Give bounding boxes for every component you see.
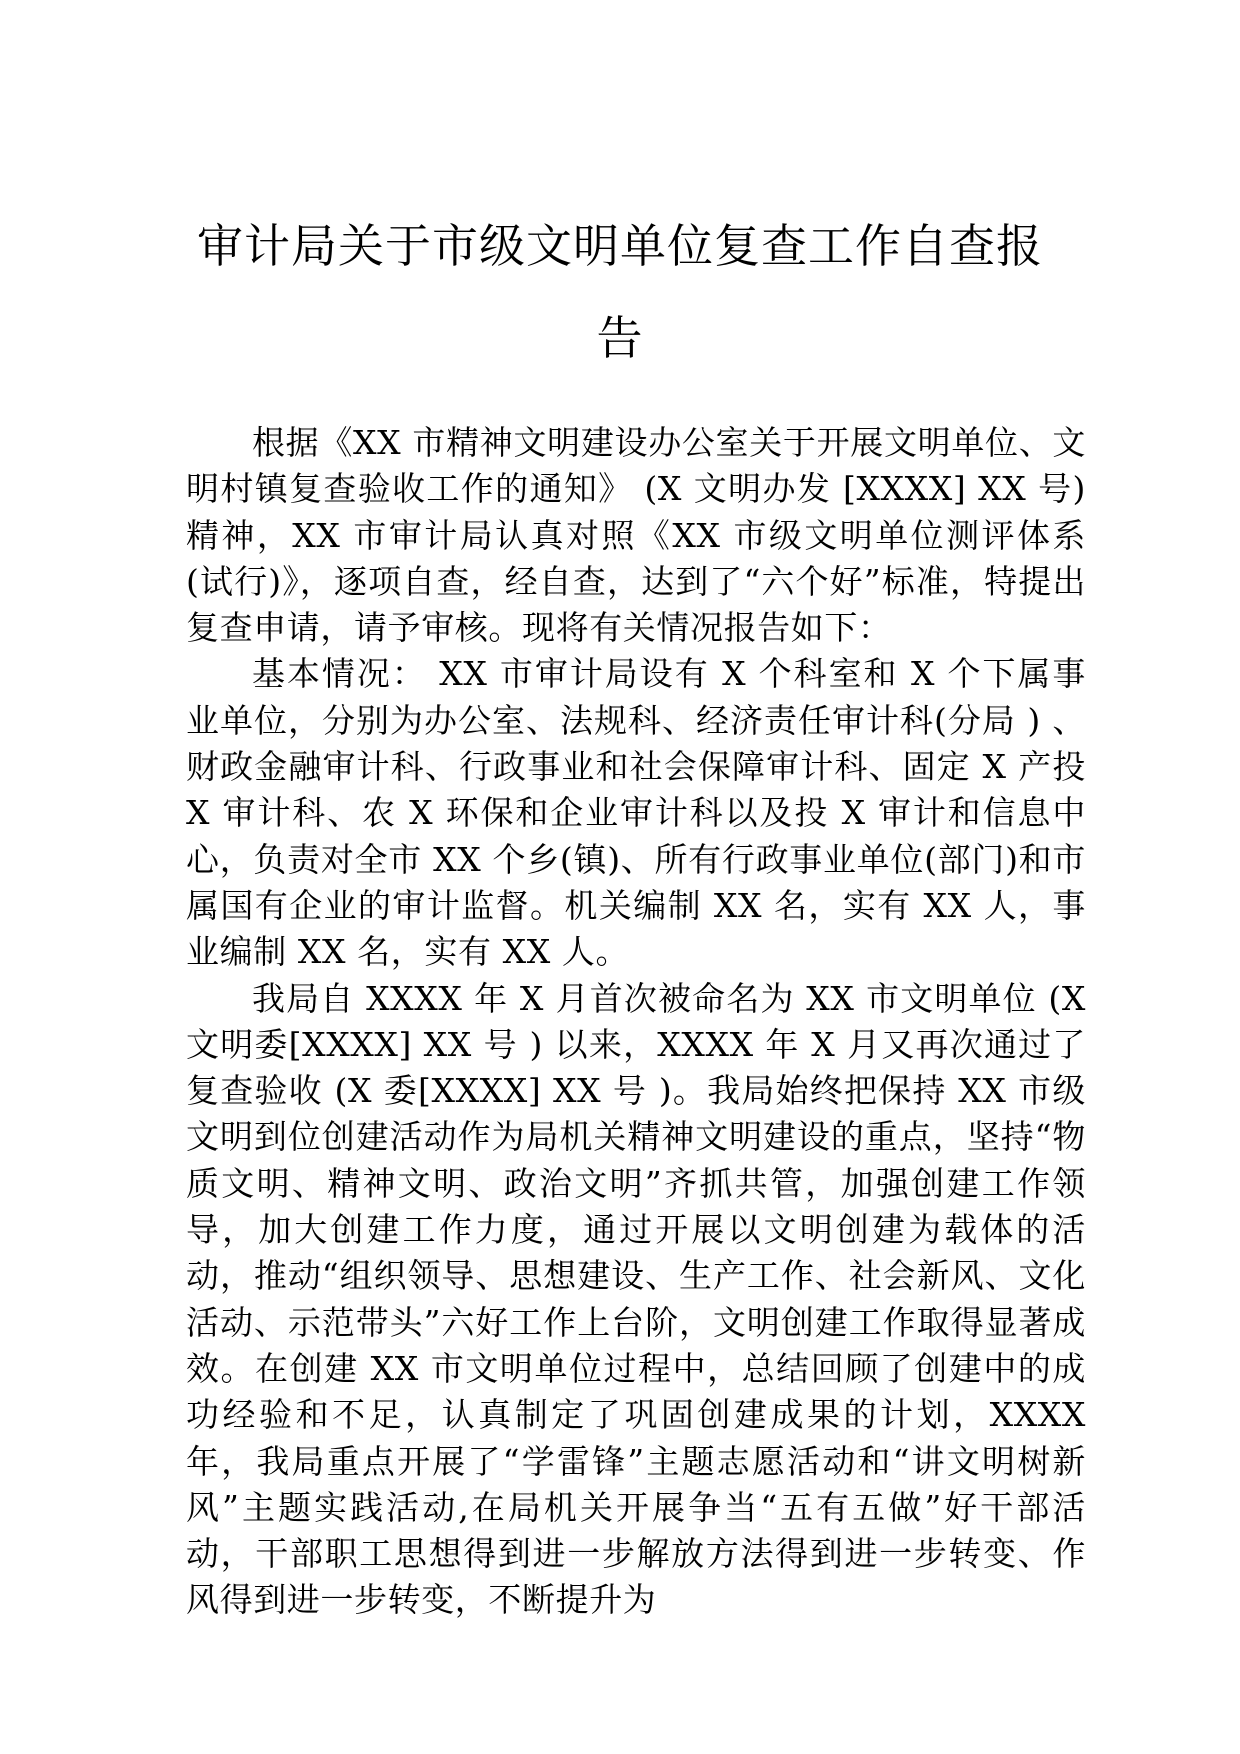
paragraph-basic-info: 基本情况： XX 市审计局设有 X 个科室和 X 个下属事业单位，分别为办公室、法规科、经济责任审计科(分局 ) 、财政金融审计科、行政事业和社会保障审计科、固定 X 产投 X 审计科、农 X 环保和企业审计科以及投 X 审计和信息中心，负责对全市 XX 个乡(镇)、所有行政事业单位(部门)和市属国有企业的审计监督。机关编制 XX 名，实有 XX 人，事业编制 XX 名，实有 XX 人。 [186,654,1086,972]
document-title-line-2: 告 [596,311,644,365]
document-body [186,420,1086,1624]
document-title-line-1: 审计局关于市级文明单位复查工作自查报 [197,219,1043,273]
paragraph-history: 我局自 XXXX 年 X 月首次被命名为 XX 市文明单位 (X 文明委[XXXX] XX 号 ) 以来，XXXX 年 X 月又再次通过了复查验收 (X 委[XXXX] XX 号 )。我局始终把保持 XX 市级文明到位创建活动作为局机关精神文明建设的重点，坚持“物质文明、精神文明、政治文明”齐抓共管，加强创建工作领导，加大创建工作力度，通过开展以文明创建为载体的活动，推动“组织领导、思想建设、生产工作、社会新风、文化活动、示范带头”六好工作上台阶，文明创建工作取得显著成效。在创建 XX 市文明单位过程中，总结回顾了创建中的成功经验和不足，认真制定了巩固创建成果的计划，XXXX 年，我局重点开展了“学雷锋”主题志愿活动和“讲文明树新风”主题实践活动,在局机关开展争当“五有五做”好干部活动，干部职工思想得到进一步解放方法得到进一步转变、作风得到进一步转变，不断提升为 [186,978,1086,1620]
paragraph-intro: 根据《XX 市精神文明建设办公室关于开展文明单位、文明村镇复查验收工作的通知》 (X 文明办发 [XXXX] XX 号) 精神，XX 市审计局认真对照《XX 市级文明单位测评体系(试行)》，逐项自查，经自查，达到了“六个好”标准，特提出复查申请，请予审核。现将有关情况报告如下： [186,423,1086,648]
